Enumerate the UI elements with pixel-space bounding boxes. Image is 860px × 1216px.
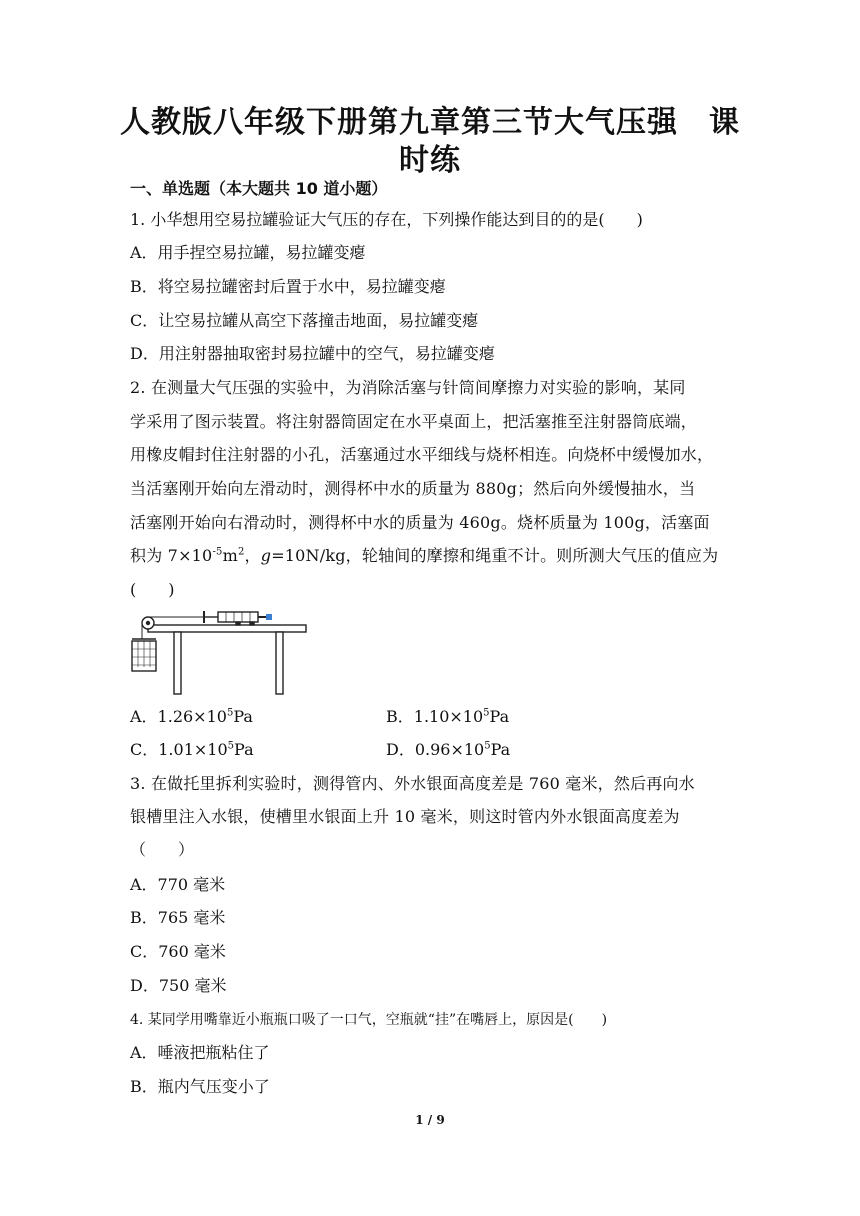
question-1-stem: 1. 小华想用空易拉罐验证大气压的存在，下列操作能达到目的的是( ) bbox=[130, 210, 643, 229]
question-2-option-d: D．$0.96\times 10^5Pa$ bbox=[386, 740, 511, 759]
question-2-stem-line: 活塞刚开始向右滑动时，测得杯中水的质量为 460g。烧杯质量为 100g，活塞面 bbox=[130, 513, 710, 532]
question-3-option-b: B．765 毫米 bbox=[130, 908, 226, 927]
page-number: 1 / 9 bbox=[415, 1113, 445, 1127]
question-3-option-d: D．750 毫米 bbox=[130, 976, 227, 995]
question-1-option-c: C．让空易拉罐从高空下落撞击地面，易拉罐变瘪 bbox=[130, 311, 479, 330]
question-4-option-b: B．瓶内气压变小了 bbox=[130, 1077, 270, 1096]
question-2-option-c: C．$1.01\times 10^5Pa$ bbox=[130, 740, 254, 759]
apparatus-figure bbox=[128, 603, 310, 695]
question-1-option-d: D．用注射器抽取密封易拉罐中的空气，易拉罐变瘪 bbox=[130, 344, 495, 363]
question-2-option-a: A．$1.26\times 10^5Pa$ bbox=[130, 707, 253, 726]
section-header: 一、单选题（本大题共 10 道小题） bbox=[130, 179, 388, 198]
document-title-line1: 人教版八年级下册第九章第三节大气压强 课 bbox=[120, 105, 740, 140]
question-2-stem-line: 学采用了图示装置。将注射器筒固定在水平桌面上，把活塞推至注射器筒底端， bbox=[130, 412, 698, 431]
question-4-option-a: A．唾液把瓶粘住了 bbox=[130, 1043, 270, 1062]
question-2-stem-line: 积为 $7\times 10^{-5}m^2$，g=10N/kg，轮轴间的摩擦和绳重不计。则所测大气压的值应为 bbox=[130, 546, 719, 565]
question-3-stem-line: （ ） bbox=[130, 840, 195, 859]
question-3-stem-line: 银槽里注入水银，使槽里水银面上升 10 毫米，则这时管内外水银面高度差为 bbox=[130, 807, 680, 826]
question-1-option-b: B．将空易拉罐密封后置于水中，易拉罐变瘪 bbox=[130, 277, 446, 296]
question-2-stem-line: 用橡皮帽封住注射器的小孔，活塞通过水平细线与烧杯相连。向烧杯中缓慢加水， bbox=[130, 445, 714, 464]
question-2-stem-line: 当活塞刚开始向左滑动时，测得杯中水的质量为 880g；然后向外缓慢抽水，当 bbox=[130, 479, 696, 498]
question-1-option-a: A．用手捏空易拉罐，易拉罐变瘪 bbox=[130, 243, 366, 262]
question-2-option-b: B．$1.10\times 10^5Pa$ bbox=[386, 707, 510, 726]
question-2-stem-line: ( ) bbox=[130, 580, 175, 599]
question-2-stem-line: 2. 在测量大气压强的实验中，为消除活塞与针筒间摩擦力对实验的影响，某同 bbox=[130, 378, 686, 397]
question-3-stem-line: 3. 在做托里拆利实验时，测得管内、外水银面高度差是 760 毫米，然后再向水 bbox=[130, 774, 695, 793]
question-4-stem: 4. 某同学用嘴靠近小瓶瓶口吸了一口气，空瓶就“挂”在嘴唇上，原因是( ) bbox=[130, 1012, 608, 1028]
document-title-line2: 时练 bbox=[399, 143, 461, 178]
question-3-option-a: A．770 毫米 bbox=[130, 875, 226, 894]
question-3-option-c: C．760 毫米 bbox=[130, 942, 226, 961]
